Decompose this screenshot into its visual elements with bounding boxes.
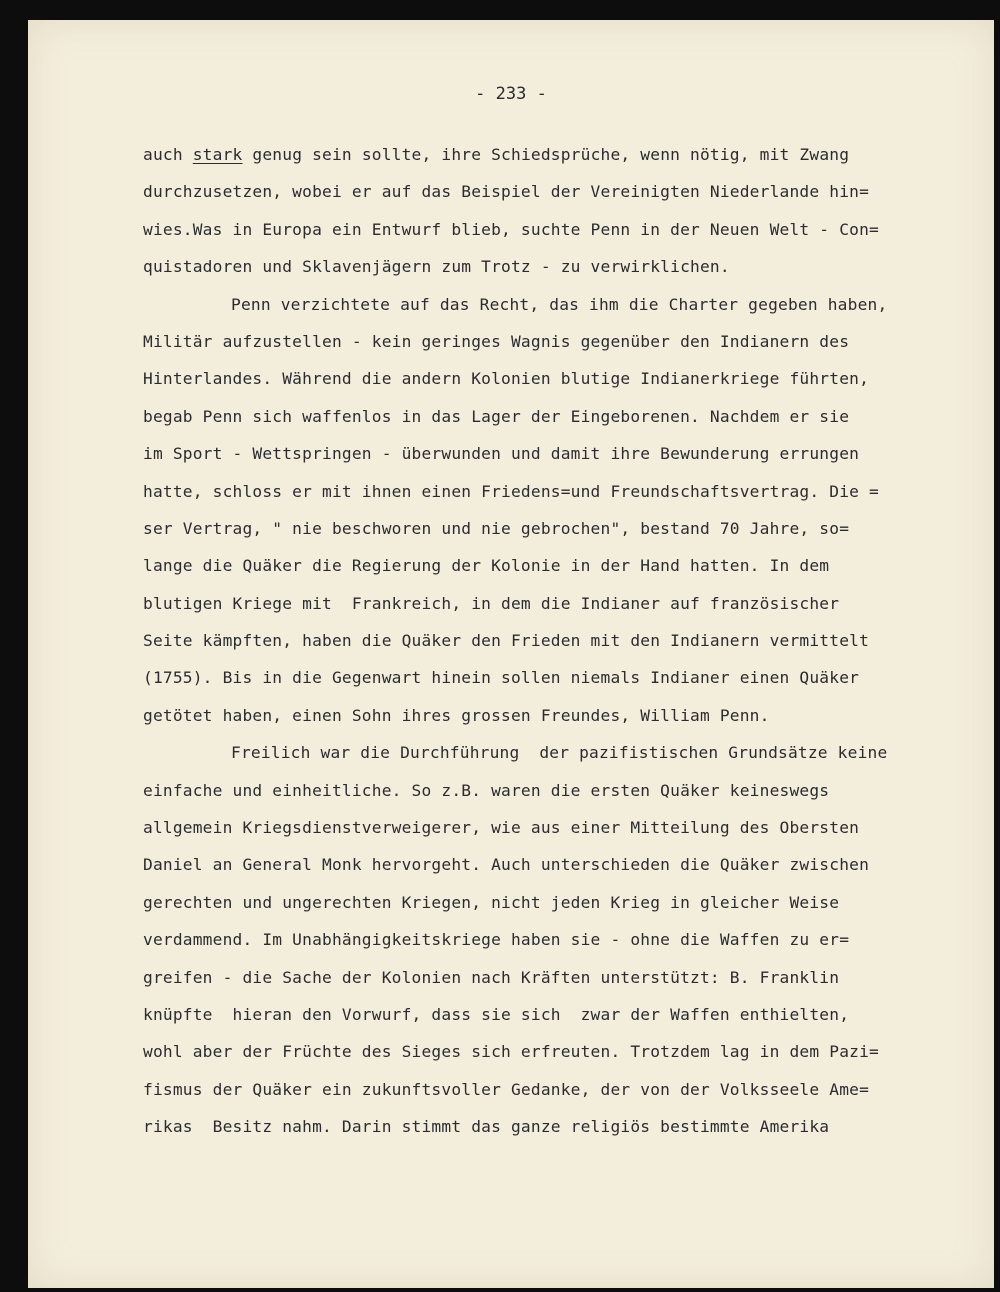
body-text	[143, 136, 993, 1146]
text-line: gerechten und ungerechten Kriegen, nicht jeden Krieg in gleicher Weise	[143, 892, 840, 912]
text-line: lange die Quäker die Regierung der Kolonie in der Hand hatten. In dem	[143, 556, 830, 576]
text-line: im Sport - Wettspringen - überwunden und damit ihre Bewunderung errungen	[143, 444, 860, 464]
text-line	[143, 136, 993, 173]
text-line: ser Vertrag, " nie beschworen und nie gebrochen", bestand 70 Jahre, so=	[143, 518, 850, 538]
text-line: blutigen Kriege mit Frankreich, in dem die Indianer auf französischer	[143, 593, 840, 613]
text-line: allgemein Kriegsdienstverweigerer, wie aus einer Mitteilung des Obersten	[143, 818, 860, 838]
text-line: Hinterlandes. Während die andern Kolonien blutige Indianerkriege führten,	[143, 369, 870, 389]
text-line: getötet haben, einen Sohn ihres grossen Freundes, William Penn.	[143, 705, 770, 725]
text-line: fismus der Quäker ein zukunftsvoller Gedanke, der von der Volksseele Ame=	[143, 1079, 870, 1099]
text-line: greifen - die Sache der Kolonien nach Kräften unterstützt: B. Franklin	[143, 967, 840, 987]
typewritten-page	[28, 20, 994, 1288]
paragraph-start-line: Freilich war die Durchführung der pazifistischen Grundsätze keine	[231, 743, 888, 763]
text-line: durchzusetzen, wobei er auf das Beispiel der Vereinigten Niederlande hin=	[143, 182, 870, 202]
text-line: quistadoren und Sklavenjägern zum Trotz - zu verwirklichen.	[143, 257, 730, 277]
text-line: (1755). Bis in die Gegenwart hinein sollen niemals Indianer einen Quäker	[143, 668, 860, 688]
text-line: einfache und einheitliche. So z.B. waren die ersten Quäker keineswegs	[143, 780, 830, 800]
text-line: knüpfte hieran den Vorwurf, dass sie sich zwar der Waffen enthielten,	[143, 1004, 850, 1024]
paragraph-start-line: Penn verzichtete auf das Recht, das ihm die Charter gegeben haben,	[231, 294, 888, 314]
text-line: verdammend. Im Unabhängigkeitskriege haben sie - ohne die Waffen zu er=	[143, 930, 850, 950]
underlined-word: stark	[192, 145, 243, 164]
text-line: Seite kämpften, haben die Quäker den Frieden mit den Indianern vermittelt	[143, 631, 870, 651]
text-line: Daniel an General Monk hervorgeht. Auch unterschieden die Quäker zwischen	[143, 855, 870, 875]
page-number: - 233 -	[475, 84, 547, 104]
text-line: hatte, schloss er mit ihnen einen Friedens=und Freundschaftsvertrag. Die =	[143, 481, 879, 501]
text-line: begab Penn sich waffenlos in das Lager der Eingeborenen. Nachdem er sie	[143, 406, 850, 426]
text-segment: auch	[143, 145, 193, 164]
text-line: wohl aber der Früchte des Sieges sich erfreuten. Trotzdem lag in dem Pazi=	[143, 1042, 879, 1062]
text-segment: genug sein sollte, ihre Schiedsprüche, wenn nötig, mit Zwang	[242, 145, 850, 164]
text-line: Militär aufzustellen - kein geringes Wagnis gegenüber den Indianern des	[143, 331, 850, 351]
text-line: wies.Was in Europa ein Entwurf blieb, suchte Penn in der Neuen Welt - Con=	[143, 219, 879, 239]
text-line: rikas Besitz nahm. Darin stimmt das ganze religiös bestimmte Amerika	[143, 1117, 830, 1137]
